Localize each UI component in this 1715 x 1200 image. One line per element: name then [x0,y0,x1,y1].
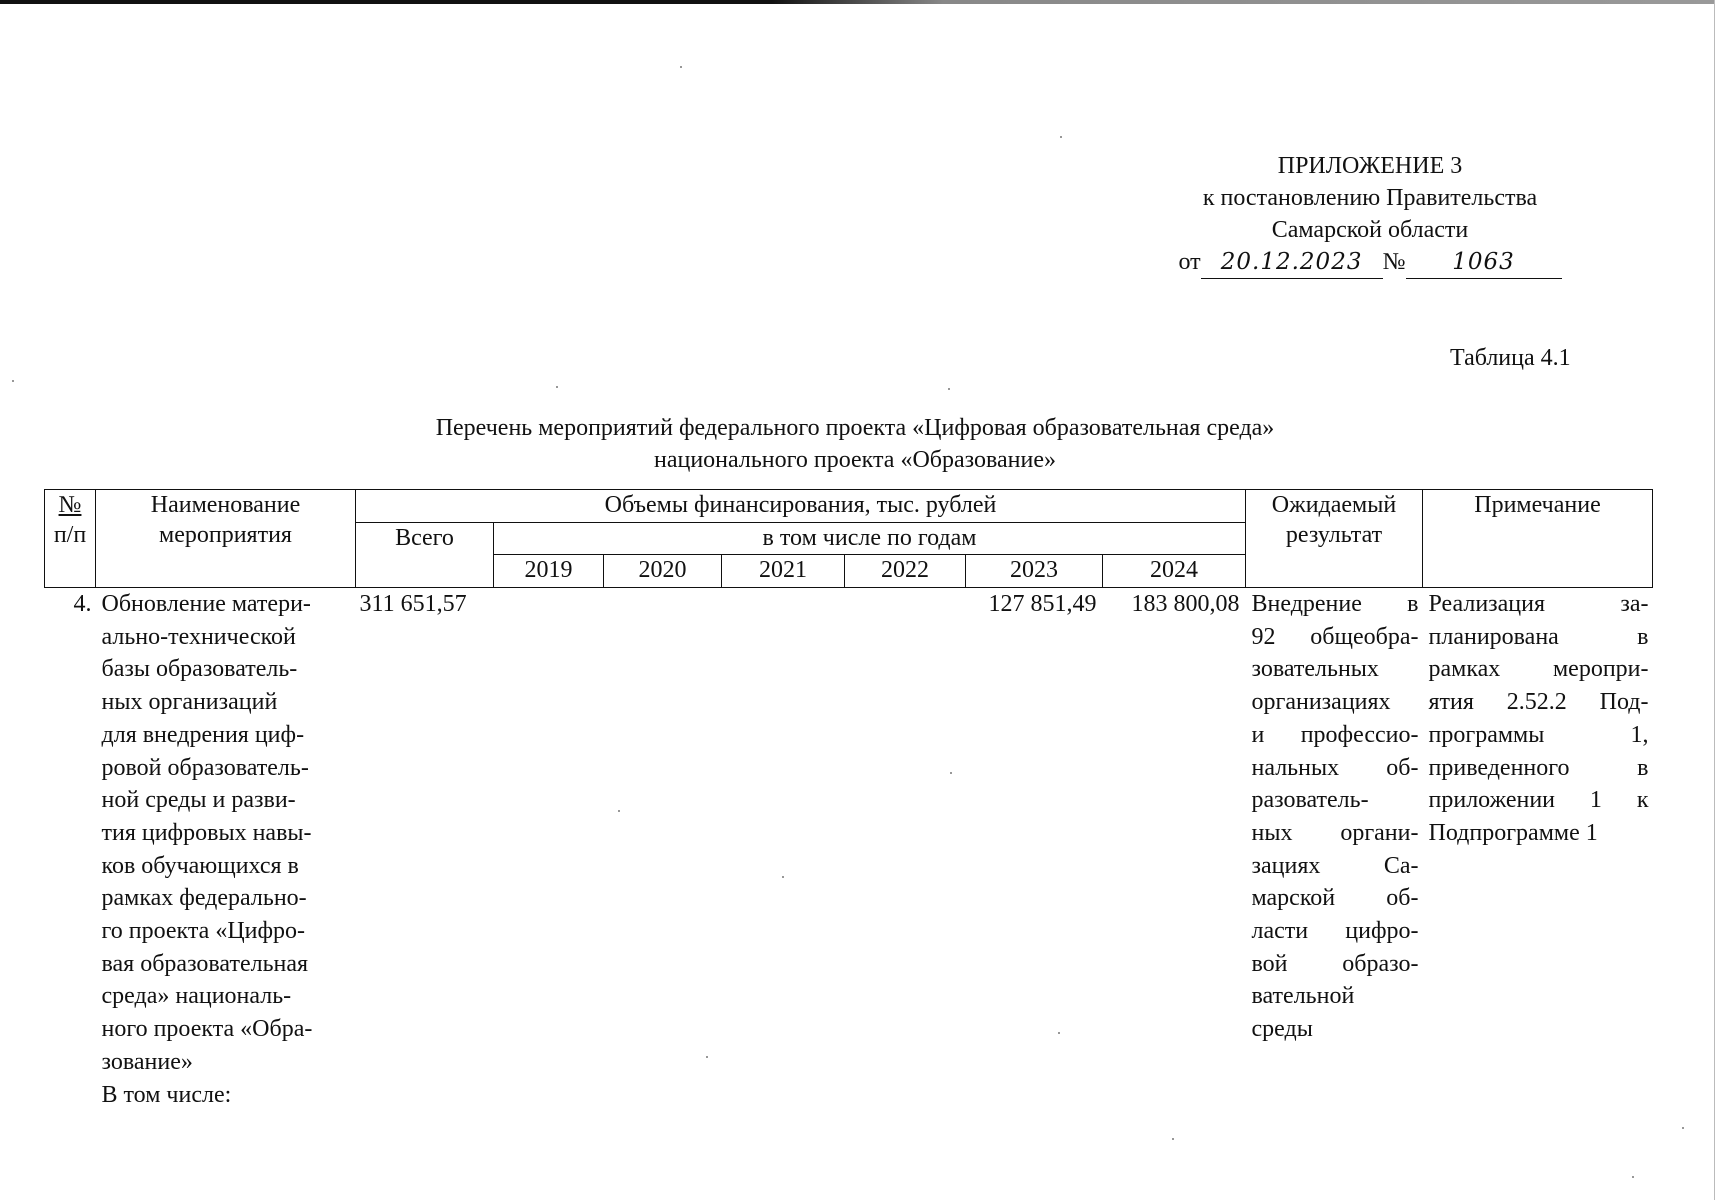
header-result-line2: результат [1285,522,1383,548]
row-result-line: зовательных [1251,656,1379,683]
scan-speck [680,66,682,68]
header-year-2022: 2022 [845,555,966,588]
row-note-line: рамках меропри- [1428,656,1649,683]
row-name-line: го проекта «Цифро- [101,918,306,945]
row-result-line: марской об- [1251,885,1419,912]
row-name-line: зование» [101,1048,193,1075]
document-title-line1: Перечень мероприятий федерального проекта «Цифровая образовательная среда» [435,415,1275,441]
row-name [96,588,356,1112]
row-note-line: приложении 1 к [1428,787,1649,814]
row-2021 [722,588,845,1112]
row-2023: 127 851,49 [988,591,1097,617]
row-name-line: ровой образователь- [101,754,309,781]
row-name-line: базы образователь- [101,656,298,683]
row-result-line: зациях Са- [1251,852,1419,879]
row-result-line: вой образо- [1251,950,1419,977]
row-num: 4. [73,591,92,617]
appendix-title: ПРИЛОЖЕНИЕ 3 [1277,153,1463,179]
row-note [1423,588,1653,1112]
scan-speck [1172,1138,1174,1140]
row-result-line: ных органи- [1251,819,1419,846]
measures-table [44,489,1653,1111]
row-2022 [845,588,966,1112]
number-prefix: № [1382,249,1406,275]
row-result-line: среды [1251,1016,1313,1043]
row-result-line: ласти цифро- [1251,918,1419,945]
header-num [45,490,96,588]
row-note-line: ятия 2.52.2 Под- [1428,689,1649,716]
row-result-line: 92 общеобра- [1251,623,1419,650]
row-name-subtotal-label: В том числе: [101,1081,232,1108]
row-result-line: разователь- [1251,787,1369,814]
scan-speck [1682,1127,1684,1129]
header-year-2023: 2023 [966,555,1103,588]
table-row [45,588,1653,1112]
date-prefix: от [1178,249,1201,275]
appendix-block [1160,150,1580,279]
scan-speck [782,876,784,878]
scan-speck [12,380,14,382]
row-name-line: ально-технической [101,623,296,650]
row-name-line: тия цифровых навы- [101,819,312,846]
appendix-region: Самарской области [1271,217,1469,243]
row-note-line: Реализация за- [1428,591,1649,617]
row-note-line: планирована в [1428,623,1649,650]
row-name-line: среда» националь- [101,983,292,1010]
row-note-line: программы 1, [1428,721,1649,748]
document-title-line2: национального проекта «Образование» [653,447,1056,473]
row-result-line: Внедрение в [1251,591,1419,617]
header-name-line2: мероприятия [159,522,292,548]
header-result [1246,490,1423,588]
row-name-line: ных организаций [101,689,278,716]
header-year-2019: 2019 [494,555,604,588]
header-year-2020: 2020 [604,555,722,588]
row-note-line: приведенного в [1428,754,1649,781]
row-name-line: вая образовательная [101,950,309,977]
header-num-line2: п/п [53,522,87,548]
scan-speck [1058,1032,1060,1034]
scan-speck [618,810,620,812]
header-by-years: в том числе по годам [494,523,1246,555]
appendix-date-number [1160,246,1580,279]
document-title [250,412,1460,476]
row-note-line: Подпрограмме 1 [1428,819,1598,846]
row-result-line: и профессио- [1251,721,1419,748]
scan-speck [1060,136,1062,138]
scan-speck [950,772,952,774]
header-funding: Объемы финансирования, тыс. рублей [356,490,1246,523]
row-name-line: ной среды и разви- [101,787,296,814]
row-2019 [494,588,604,1112]
row-2024: 183 800,08 [1131,591,1240,617]
row-name-line: для внедрения циф- [101,721,305,748]
header-year-2021: 2021 [722,555,845,588]
row-result-line: нальных об- [1251,754,1419,781]
table-label: Таблица 4.1 [1450,345,1571,371]
row-2020 [604,588,722,1112]
handwritten-date: 20.12.2023 [1201,246,1383,279]
row-name-line: ков обучающихся в [101,852,299,879]
handwritten-number: 1063 [1406,246,1562,279]
row-result [1246,588,1423,1112]
row-result-line: вательной [1251,983,1355,1010]
header-year-2024: 2024 [1103,555,1246,588]
scan-speck [556,386,558,388]
header-name-line1: Наименование [150,492,301,518]
header-result-line1: Ожидаемый [1271,492,1397,518]
header-note: Примечание [1423,490,1653,588]
row-total: 311 651,57 [359,591,467,617]
header-total: Всего [356,523,494,588]
appendix-decree: к постановлению Правительства [1202,185,1538,211]
header-num-line1: № [58,492,82,518]
row-name-line: рамках федерально- [101,885,307,912]
row-result-line: организациях [1251,689,1391,716]
scan-speck [948,388,950,390]
row-name-line: Обновление матери- [101,591,311,617]
row-name-line: ного проекта «Обра- [101,1016,313,1043]
scan-edge-top [0,0,1715,4]
scan-speck [706,1056,708,1058]
header-name [96,490,356,588]
scan-speck [1632,1176,1634,1178]
